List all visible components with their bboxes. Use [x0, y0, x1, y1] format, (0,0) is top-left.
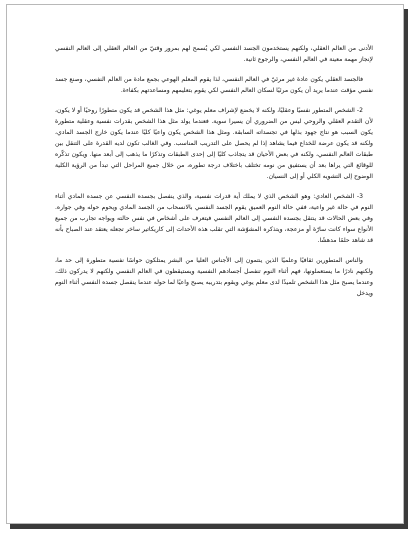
paragraph-3: 2- الشخص المتطور نفسيًا وعقليًا، ولكنه لا يخضع لإشراف معلم يوغي: مثل هذا الشخص قد يكون متطورًا روحيًا أو لا يكون، لأن التقدم العقلي والروحي ليس من الضروري أن يسيرا سوية. فعندما يولد مثل هذا الشخص بقدرات نفسية وعقلية متطورة يكون السبب هو نتاج جهود بذلها في تجسداته السابقة. ومثل هذا الشخص يكون واعيًا كليًا عندما يكون خارج الجسد المادي، ولكنه قد يكون عرضة للخداع فيما يشاهد إذا لم يحصل على التدريب المناسب. وفي الغالب تكون لديه القدرة على التنقل بين طبقات العالم النفسي، ولكنه في بعض الأحيان قد يتجاذب كليًا إلى إحدى الطبقات وتذكرًا ما يذهب إلى أبعد منها. ويكون تذكّره للوقائع التي يراها بعد أن يستفيق من نومه تختلف باختلاف درجة تطوره، من خلال جميع المراحل التي تبدأ من الرؤية الكلية الوضوح إلى التشويه الكلي أو إلى النسيان.: [55, 107, 373, 180]
paragraph-5: والناس المتطورين ثقافيًا وعلميًا الذين ينتمون إلى الأجناس العليا من البشر يمتلكون حواسًا نفسية متطورة إلى حد ما، ولكنهم نادرًا ما يستعملونها، فهم أثناء النوم تنفصل أجسادهم النفسية ويستيقظون في العالم النفسي ولكنهم لا يدركون ذلك، وعندما يصبح مثل هذا الشخص تلميذًا لدى معلم يوغي ويقوم بتدريبه يصبح واعيًا لما حوله عندما ينفصل جسده النفسي أثناء النوم ويدخل: [55, 257, 373, 297]
paragraph-2: فالجسد العقلي يكون عادة غير مرئيّ في العالم النفسي، لذا يقوم المعلم الهوعي بجمع مادة من العالم النفسي، وصنع جسد نفسي مؤقت عندما يريد أن يكون مرئيًا لسكان العالم النفسي لكي يقوم بتعليمهم ومساعدتهم بكفاءة.: [55, 76, 373, 94]
document-page: [55, 43, 373, 308]
page-frame: [6, 4, 404, 524]
paragraph-1: الأدنى من العالم العقلي، ولكنهم يستخدمون الجسد النفسي لكي يُسمح لهم بمرور وقتيّ من العالم العقلي إلى العالم النفسي لإنجاز مهمة معينة في العالم النفسي، والرجوع ثانية.: [55, 45, 373, 63]
paragraph-4: 3- الشخص العادي: وهو الشخص الذي لا يملك أية قدرات نفسية، والذي ينفصل بجسده النفسي عن جسده المادي أثناء النوم في حالة غير واعية، ففي حالة النوم العميق يقوم الجسد النفسي بالانسحاب من الجسد المادي ويحوم حوله وفي جواره. وفي بعض الحالات قد ينتقل بجسده النفسي إلى العالم النفسي فيتعرف على أشخاص في نفس حالته ويواجه تجارب من جميع الأنواع سواء كانت سارّة أو مزعجة، ويتذكره المشوّشة التي تقلب هذه الأحداث إلى كاريكاتير ساخر تجعله يعتقد عند الصباح بأنه قد شاهد حلمًا مدهشًا.: [55, 193, 373, 244]
